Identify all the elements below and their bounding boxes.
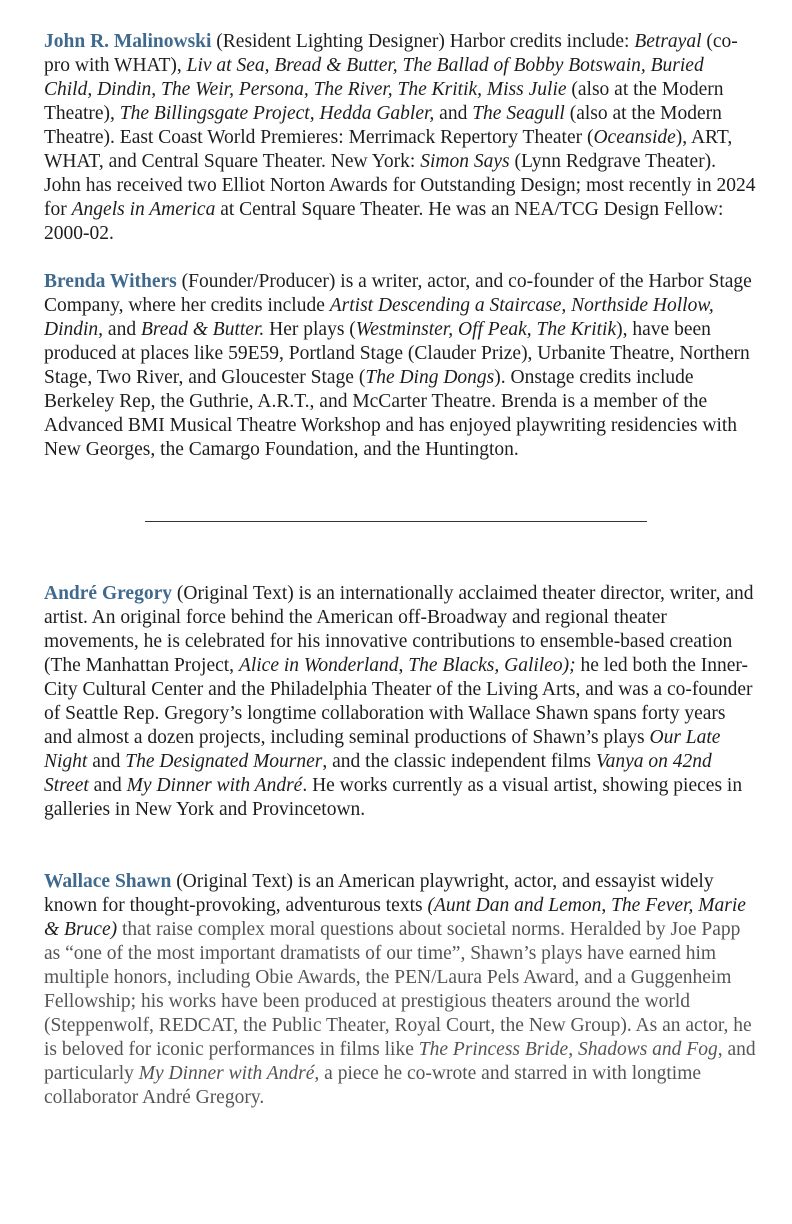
section-divider <box>145 521 647 522</box>
bio-name: Brenda Withers <box>44 271 177 292</box>
bio-text: (Lynn Redgrave Theater). John has received two Elliot Norton Awards for Outstanding Design; most recently in 2024 for <box>44 151 756 220</box>
bio-title: Angels in America <box>71 199 216 220</box>
bio-text: that raise complex moral questions about societal norms. Heralded by Joe Papp as “one of the most important dramatists of our time”, Shawn’s plays have earned him multiple honors, including Obie Awards, the PEN/Laura Pels Award, and a Guggenheim Fellowship; his works have been produced at prestigious theaters around the world (Steppenwolf, REDCAT, the Public Theater, Royal Court, the New Group). As an actor, he is beloved for iconic performances in films like <box>44 919 752 1060</box>
bio-title: Westminster, Off Peak, The Kritik <box>355 319 617 340</box>
bio-text: , <box>601 895 612 916</box>
bio-text: , and the classic independent films <box>322 751 596 772</box>
bio-title: Our Late Night <box>44 727 721 772</box>
bio-text: (Founder/Producer) is a writer, actor, and co-founder of the Harbor Stage Company, where her credits include <box>44 271 752 316</box>
bio-text: (Original Text) is an American playwright, actor, and essayist widely known for thought-provoking, adventurous texts <box>44 871 714 916</box>
bio-name: John R. Malinowski <box>44 31 212 52</box>
bio-title: My Dinner with André <box>126 775 303 796</box>
bio-title: Oceanside <box>593 127 676 148</box>
bio-text: ), have been produced at places like 59E59, Portland Stage (Clauder Prize), Urbanite Theatre, Northern Stage, Two River, and Gloucester Stage ( <box>44 319 750 388</box>
bio-title: (Aunt Dan and Lemon <box>427 895 602 916</box>
bio-title: The Seagull <box>472 103 565 124</box>
bio-text: (Original Text) is an internationally acclaimed theater director, writer, and artist. An original force behind the American off-Broadway and regional theater movements, he is celebrated for his innovative contributions to ensemble-based creation (The Manhattan Project, <box>44 583 754 676</box>
bio-title: Artist Descending a Staircase, Northside Hollow, Dindin, <box>44 295 714 340</box>
bio-title: Liv at Sea, Bread & Butter, The Ballad of Bobby Botswain, Buried Child, Dindin, The Weir, Persona, The River, The Kritik, Miss Julie <box>44 55 704 100</box>
bio-paragraph-shawn <box>44 870 756 1110</box>
bio-name: André Gregory <box>44 583 172 604</box>
bio-title: The Blacks, Galileo); <box>408 655 576 676</box>
bio-title: The Billingsgate Project, Hedda Gabler, <box>119 103 435 124</box>
bio-title: Bread & Butter. <box>140 319 265 340</box>
bio-name: Wallace Shawn <box>44 871 172 892</box>
bio-paragraph-malinowski <box>44 30 756 246</box>
bio-text: and <box>88 775 127 796</box>
bio-text: he led both the Inner-City Cultural Center and the Philadelphia Theater of the Living Arts, and was a co-founder of Seattle Rep. Gregory’s longtime collaboration with Wallace Shawn spans forty years and almost a dozen projects, including seminal productions of Shawn’s plays <box>44 655 753 748</box>
bio-text: and <box>434 103 473 124</box>
bio-title: The Princess Bride, Shadows and Fog <box>418 1039 718 1060</box>
bio-text: a piece he co-wrote and starred in with longtime collaborator André Gregory. <box>44 1063 702 1108</box>
bio-title: The Designated Mourner <box>125 751 323 772</box>
bio-title: Alice in Wonderland <box>238 655 399 676</box>
bio-paragraph-gregory <box>44 582 756 822</box>
bio-text: (also at the Modern Theatre), <box>44 79 724 124</box>
bio-text: . He works currently as a visual artist, showing pieces in galleries in New York and Provincetown. <box>44 775 743 820</box>
bio-text: (co-pro with WHAT), <box>44 31 738 76</box>
bio-text: , <box>398 655 409 676</box>
bio-text: (Resident Lighting Designer) Harbor credits include: <box>211 31 635 52</box>
bio-title: The Fever, Marie & Bruce) <box>44 895 746 940</box>
bio-paragraph-withers <box>44 270 756 462</box>
bio-title: Simon Says <box>420 151 510 172</box>
bio-text: Her plays ( <box>264 319 356 340</box>
bio-title: Vanya on 42nd Street <box>44 751 712 796</box>
bio-text: (also at the Modern Theatre). East Coast World Premieres: Merrimack Repertory Theater ( <box>44 103 722 148</box>
bio-text: and <box>87 751 126 772</box>
bio-title: My Dinner with André, <box>138 1063 320 1084</box>
bio-text: and <box>103 319 141 340</box>
bio-title: The Ding Dongs <box>365 367 495 388</box>
bio-text: ). Onstage credits include Berkeley Rep, the Guthrie, A.R.T., and McCarter Theatre. Brenda is a member of the Advanced BMI Musical Theatre Workshop and has enjoyed playwriting residencies with New Georges, the Camargo Foundation, and the Huntington. <box>44 367 738 460</box>
bio-text: at Central Square Theater. He was an NEA/TCG Design Fellow: 2000-02. <box>44 199 724 244</box>
bio-text: , and particularly <box>44 1039 756 1084</box>
bio-text: ), ART, WHAT, and Central Square Theater. New York: <box>44 127 733 172</box>
bio-title: Betrayal <box>634 31 702 52</box>
